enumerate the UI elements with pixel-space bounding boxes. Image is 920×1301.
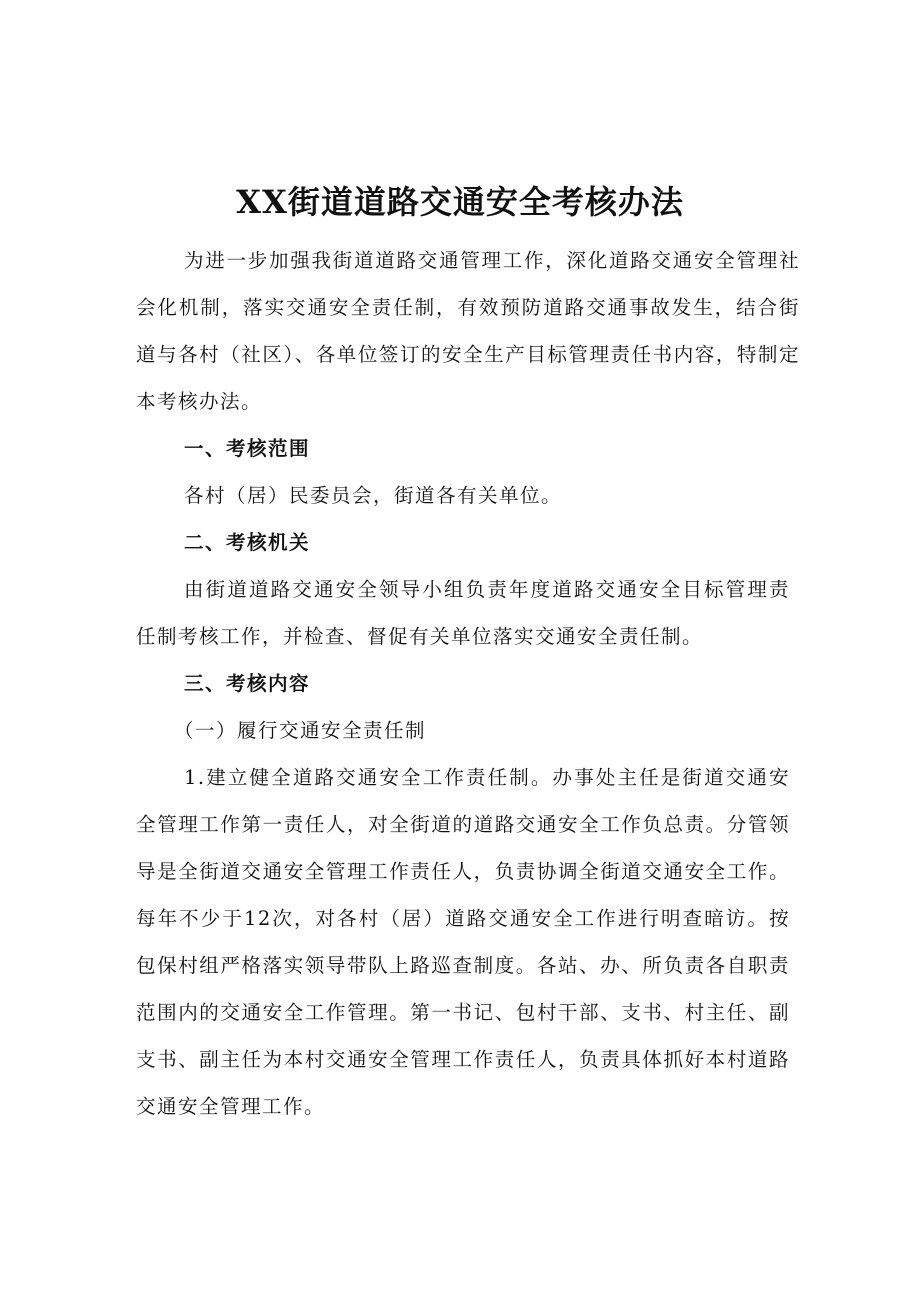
intro-paragraph: 为进一步加强我街道道路交通管理工作，深化道路交通安全管理社会化机制，落实交通安全责任制，有效预防道路交通事故发生，结合街道与各村（社区）、各单位签订的安全生产目标管理责任书内容，特制定本考核办法。 (136, 249, 800, 413)
section-heading-content: 三、考核内容 (184, 672, 311, 695)
section-body-authority: 由街道道路交通安全领导小组负责年度道路交通安全目标管理责任制考核工作，并检查、督促有关单位落实交通安全责任制。 (136, 578, 790, 648)
section-body-content: 1.建立健全道路交通安全工作责任制。办事处主任是街道交通安全管理工作第一责任人，对全街道的道路交通安全工作负总责。分管领导是全街道交通安全管理工作责任人，负责协调全街道交通安全工作。每年不少于12次，对各村（居）道路交通安全工作进行明查暗访。按包保村组严格落实领导带队上路巡查制度。各站、办、所负责各自职责范围内的交通安全工作管理。第一书记、包村干部、支书、村主任、副支书、副主任为本村交通安全管理工作责任人，负责具体抓好本村道路交通安全管理工作。 (136, 766, 790, 1118)
section-body-scope: 各村（居）民委员会，街道各有关单位。 (184, 484, 563, 507)
section-heading-authority: 二、考核机关 (184, 531, 311, 554)
subsection-heading-responsibility: （一）履行交通安全责任制 (174, 719, 427, 742)
section-heading-scope: 一、考核范围 (184, 437, 311, 460)
document-title: XX街道道路交通安全考核办法 (236, 183, 684, 221)
